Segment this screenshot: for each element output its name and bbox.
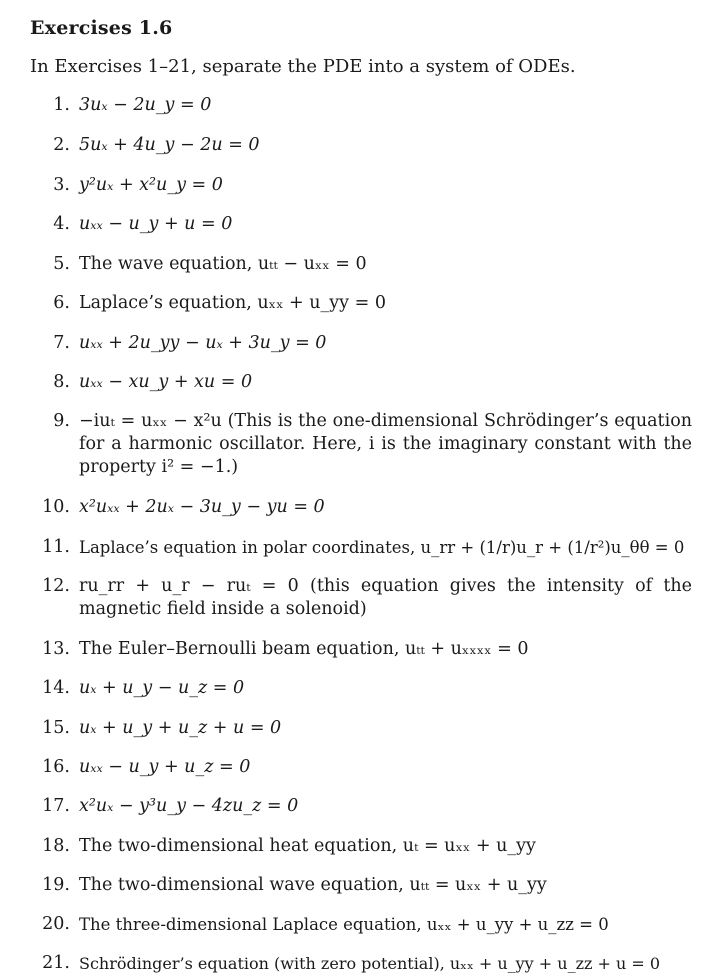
exercise-text: y²uₓ + x²u_y = 0: [79, 175, 223, 195]
exercise-text: The wave equation, uₜₜ − uₓₓ = 0: [79, 254, 367, 274]
exercise-text: ru_rr + u_r − ruₜ = 0 (this equation gives the intensity of the magnetic field inside a solenoid): [79, 576, 692, 619]
exercise-text: The two-dimensional wave equation, uₜₜ = uₓₓ + u_yy: [79, 875, 547, 895]
exercise-number: 2.: [53, 135, 70, 155]
exercise-number: 17.: [42, 796, 70, 816]
exercise-number: 5.: [53, 254, 70, 274]
exercise-number: 1.: [53, 95, 70, 115]
exercise-text: uₓₓ + 2u_yy − uₓ + 3u_y = 0: [79, 333, 327, 353]
section-intro: In Exercises 1–21, separate the PDE into a system of ODEs.: [30, 56, 576, 77]
exercise-number: 9.: [53, 411, 70, 431]
exercise-text: x²uₓₓ + 2uₓ − 3u_y − yu = 0: [79, 497, 325, 517]
exercise-number: 19.: [42, 875, 70, 895]
exercise-number: 11.: [42, 537, 70, 557]
exercise-number: 6.: [53, 293, 70, 313]
exercise-text: 5uₓ + 4u_y − 2u = 0: [79, 135, 260, 155]
exercise-text: Schrödinger’s equation (with zero potential), uₓₓ + u_yy + u_zz + u = 0: [79, 954, 661, 973]
exercise-text: x²uₓ − y³u_y − 4zu_z = 0: [79, 796, 299, 816]
exercise-text: The two-dimensional heat equation, uₜ = uₓₓ + u_yy: [79, 836, 536, 856]
exercise-text: uₓₓ − u_y + u_z = 0: [79, 757, 251, 777]
exercise-number: 15.: [42, 718, 70, 738]
exercise-text: Laplace’s equation in polar coordinates, u_rr + (1/r)u_r + (1/r²)u_θθ = 0: [79, 538, 685, 557]
exercise-number: 4.: [53, 214, 70, 234]
exercise-text: uₓₓ − xu_y + xu = 0: [79, 372, 253, 392]
exercise-text: uₓₓ − u_y + u = 0: [79, 214, 233, 234]
exercise-number: 18.: [42, 836, 70, 856]
exercise-number: 12.: [42, 576, 70, 596]
exercise-number: 16.: [42, 757, 70, 777]
exercise-number: 3.: [53, 175, 70, 195]
exercise-text: uₓ + u_y − u_z = 0: [79, 678, 245, 698]
exercise-number: 20.: [42, 914, 70, 934]
exercise-text: The Euler–Bernoulli beam equation, uₜₜ + uₓₓₓₓ = 0: [79, 639, 529, 659]
exercise-number: 14.: [42, 678, 70, 698]
exercise-number: 13.: [42, 639, 70, 659]
exercise-text: 3uₓ − 2u_y = 0: [79, 95, 212, 115]
exercise-text: uₓ + u_y + u_z + u = 0: [79, 718, 282, 738]
exercise-number: 7.: [53, 333, 70, 353]
exercise-text: −iuₜ = uₓₓ − x²u (This is the one-dimensional Schrödinger’s equation for a harmonic oscillator. Here, i is the imaginary constant with the property i² = −1.): [79, 411, 692, 477]
section-title: Exercises 1.6: [30, 17, 173, 39]
exercise-number: 21.: [42, 953, 70, 973]
exercise-text: The three-dimensional Laplace equation, uₓₓ + u_yy + u_zz = 0: [79, 915, 609, 934]
exercise-text: Laplace’s equation, uₓₓ + u_yy = 0: [79, 293, 386, 313]
exercise-number: 8.: [53, 372, 70, 392]
exercise-number: 10.: [42, 497, 70, 517]
